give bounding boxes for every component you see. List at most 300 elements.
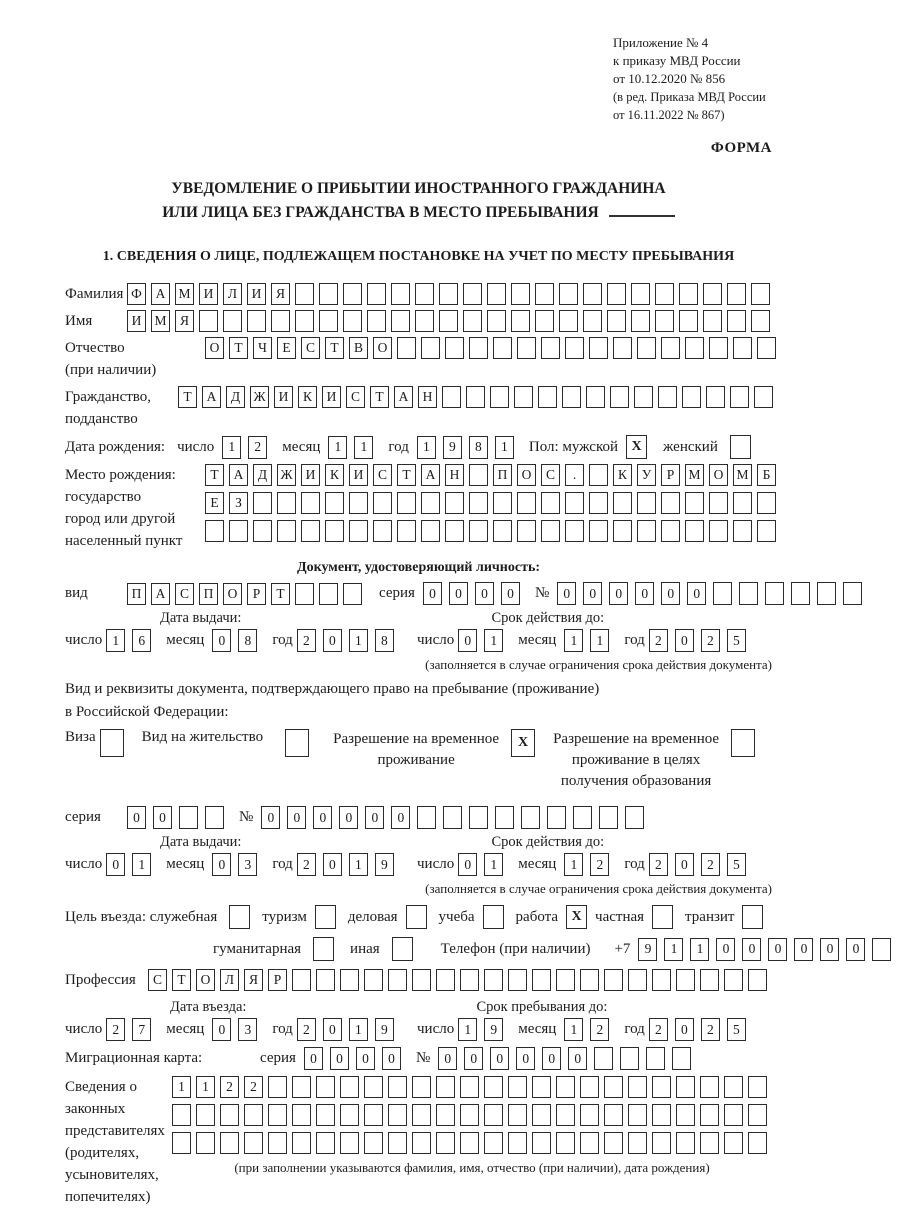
permit-number-cell[interactable] (469, 806, 488, 829)
migration-number-cell[interactable]: 0 (438, 1047, 457, 1070)
birthplace-cell[interactable] (301, 520, 320, 542)
surname-cell[interactable]: Ф (127, 283, 146, 305)
guardians-cell[interactable] (172, 1132, 191, 1154)
guardians-cell[interactable] (316, 1132, 335, 1154)
citizenship-cell[interactable]: Т (178, 386, 197, 408)
citizenship-cell[interactable] (610, 386, 629, 408)
birthplace-cell[interactable]: С (541, 464, 560, 486)
surname-cell[interactable] (751, 283, 770, 305)
birthplace-cell[interactable]: Т (205, 464, 224, 486)
guardians-cell[interactable] (340, 1076, 359, 1098)
firstname-cell[interactable] (703, 310, 722, 332)
permit-issue-day-cell[interactable]: 0 (106, 853, 125, 876)
citizenship-cell[interactable] (706, 386, 725, 408)
doc-number-cell[interactable] (713, 582, 732, 605)
permit-number-cell[interactable] (599, 806, 618, 829)
guardians-boxes-2[interactable] (172, 1104, 772, 1126)
guardians-cell[interactable] (724, 1132, 743, 1154)
birthplace-cell[interactable] (373, 520, 392, 542)
birthplace-cell[interactable] (637, 520, 656, 542)
profession-cell[interactable] (628, 969, 647, 991)
permit-valid-month-boxes[interactable] (564, 853, 616, 876)
citizenship-cell[interactable]: И (274, 386, 293, 408)
stay-year-cell[interactable]: 2 (649, 1018, 668, 1041)
birthplace-cell[interactable]: З (229, 492, 248, 514)
guardians-cell[interactable]: 1 (196, 1076, 215, 1098)
stay-year-boxes[interactable] (649, 1018, 753, 1041)
firstname-cell[interactable] (343, 310, 362, 332)
entry-year-cell[interactable]: 2 (297, 1018, 316, 1041)
guardians-cell[interactable] (724, 1076, 743, 1098)
birthplace-cell[interactable]: П (493, 464, 512, 486)
permit-series-cell[interactable] (205, 806, 224, 829)
birth-year-cell[interactable]: 1 (417, 436, 436, 459)
doc-type-cell[interactable]: О (223, 583, 242, 605)
phone-cell[interactable]: 9 (638, 938, 657, 961)
birthplace-cell[interactable] (421, 520, 440, 542)
entry-day-boxes[interactable] (106, 1018, 158, 1041)
firstname-cell[interactable] (415, 310, 434, 332)
firstname-cell[interactable] (583, 310, 602, 332)
birthplace-cell[interactable] (733, 492, 752, 514)
temp-residence-edu-checkbox[interactable] (731, 729, 755, 757)
patronymic-cell[interactable] (661, 337, 680, 359)
guardians-cell[interactable] (220, 1104, 239, 1126)
birthplace-cell[interactable] (397, 520, 416, 542)
guardians-cell[interactable]: 1 (172, 1076, 191, 1098)
patronymic-cell[interactable] (637, 337, 656, 359)
guardians-cell[interactable] (244, 1132, 263, 1154)
guardians-cell[interactable] (532, 1104, 551, 1126)
birthplace-cell[interactable] (373, 492, 392, 514)
birth-month-cell[interactable]: 1 (354, 436, 373, 459)
surname-cell[interactable] (727, 283, 746, 305)
surname-cell[interactable] (511, 283, 530, 305)
stay-year-cell[interactable]: 5 (727, 1018, 746, 1041)
surname-cell[interactable] (415, 283, 434, 305)
doc-type-cell[interactable] (343, 583, 362, 605)
guardians-cell[interactable] (724, 1104, 743, 1126)
birthplace-cell[interactable] (277, 520, 296, 542)
migration-series-cell[interactable]: 0 (304, 1047, 323, 1070)
purpose-tourism-checkbox[interactable] (315, 905, 336, 929)
citizenship-cell[interactable] (514, 386, 533, 408)
citizenship-cell[interactable] (538, 386, 557, 408)
permit-valid-year-cell[interactable]: 5 (727, 853, 746, 876)
migration-number-cell[interactable] (646, 1047, 665, 1070)
profession-cell[interactable] (340, 969, 359, 991)
birthplace-cell[interactable] (541, 492, 560, 514)
permit-series-boxes[interactable] (127, 806, 231, 829)
surname-cell[interactable] (679, 283, 698, 305)
guardians-cell[interactable]: 2 (220, 1076, 239, 1098)
patronymic-cell[interactable]: Т (325, 337, 344, 359)
guardians-cell[interactable] (412, 1104, 431, 1126)
guardians-cell[interactable] (676, 1104, 695, 1126)
birthplace-cell[interactable]: О (517, 464, 536, 486)
stay-year-cell[interactable]: 2 (701, 1018, 720, 1041)
patronymic-cell[interactable] (541, 337, 560, 359)
birthplace-cell[interactable]: А (229, 464, 248, 486)
doc-issue-year-cell[interactable]: 1 (349, 629, 368, 652)
patronymic-cell[interactable] (493, 337, 512, 359)
guardians-cell[interactable] (748, 1132, 767, 1154)
purpose-study-checkbox[interactable] (483, 905, 504, 929)
birthplace-cell[interactable] (349, 520, 368, 542)
citizenship-cell[interactable]: К (298, 386, 317, 408)
birthplace-cell[interactable]: К (325, 464, 344, 486)
doc-issue-month-cell[interactable]: 8 (238, 629, 257, 652)
migration-number-cell[interactable]: 0 (542, 1047, 561, 1070)
birth-day-cell[interactable]: 1 (222, 436, 241, 459)
doc-valid-year-cell[interactable]: 2 (701, 629, 720, 652)
phone-cell[interactable]: 0 (716, 938, 735, 961)
doc-type-cell[interactable] (319, 583, 338, 605)
doc-valid-month-boxes[interactable] (564, 629, 616, 652)
entry-year-cell[interactable]: 1 (349, 1018, 368, 1041)
firstname-cell[interactable] (439, 310, 458, 332)
entry-day-cell[interactable]: 7 (132, 1018, 151, 1041)
patronymic-cell[interactable]: О (373, 337, 392, 359)
permit-number-cell[interactable] (573, 806, 592, 829)
citizenship-boxes[interactable] (178, 386, 778, 408)
guardians-cell[interactable] (388, 1132, 407, 1154)
profession-cell[interactable]: С (148, 969, 167, 991)
surname-cell[interactable] (391, 283, 410, 305)
citizenship-cell[interactable]: А (202, 386, 221, 408)
guardians-cell[interactable] (364, 1132, 383, 1154)
surname-cell[interactable]: А (151, 283, 170, 305)
birthplace-cell[interactable] (301, 492, 320, 514)
firstname-cell[interactable]: М (151, 310, 170, 332)
doc-series-cell[interactable]: 0 (501, 582, 520, 605)
patronymic-cell[interactable] (469, 337, 488, 359)
birthplace-boxes-1[interactable] (205, 464, 781, 486)
permit-issue-year-cell[interactable]: 2 (297, 853, 316, 876)
permit-valid-year-cell[interactable]: 0 (675, 853, 694, 876)
citizenship-cell[interactable] (586, 386, 605, 408)
surname-cell[interactable] (463, 283, 482, 305)
guardians-cell[interactable] (580, 1104, 599, 1126)
guardians-cell[interactable] (244, 1104, 263, 1126)
birth-month-boxes[interactable] (328, 436, 380, 459)
entry-year-cell[interactable]: 9 (375, 1018, 394, 1041)
phone-cell[interactable]: 0 (820, 938, 839, 961)
doc-valid-day-cell[interactable]: 1 (484, 629, 503, 652)
birthplace-cell[interactable] (685, 520, 704, 542)
guardians-cell[interactable] (484, 1132, 503, 1154)
birthplace-boxes-3[interactable] (205, 520, 781, 542)
migration-number-cell[interactable] (672, 1047, 691, 1070)
patronymic-cell[interactable]: Е (277, 337, 296, 359)
doc-number-cell[interactable]: 0 (557, 582, 576, 605)
guardians-cell[interactable] (364, 1104, 383, 1126)
guardians-cell[interactable] (172, 1104, 191, 1126)
residence-permit-checkbox[interactable] (285, 729, 309, 757)
guardians-cell[interactable] (436, 1076, 455, 1098)
firstname-cell[interactable] (391, 310, 410, 332)
guardians-cell[interactable] (340, 1104, 359, 1126)
doc-type-cell[interactable]: Р (247, 583, 266, 605)
firstname-boxes[interactable] (127, 310, 775, 332)
surname-cell[interactable] (367, 283, 386, 305)
profession-cell[interactable] (532, 969, 551, 991)
permit-issue-day-boxes[interactable] (106, 853, 158, 876)
guardians-cell[interactable] (580, 1132, 599, 1154)
birthplace-cell[interactable] (733, 520, 752, 542)
doc-issue-year-cell[interactable]: 0 (323, 629, 342, 652)
patronymic-cell[interactable]: В (349, 337, 368, 359)
doc-number-cell[interactable]: 0 (661, 582, 680, 605)
guardians-cell[interactable] (508, 1132, 527, 1154)
guardians-cell[interactable] (532, 1132, 551, 1154)
sex-male-checkbox[interactable]: X (626, 435, 647, 459)
patronymic-cell[interactable] (517, 337, 536, 359)
migration-series-cell[interactable]: 0 (356, 1047, 375, 1070)
guardians-cell[interactable] (316, 1076, 335, 1098)
firstname-cell[interactable] (607, 310, 626, 332)
citizenship-cell[interactable]: И (322, 386, 341, 408)
surname-boxes[interactable] (127, 283, 775, 305)
migration-series-boxes[interactable] (304, 1047, 408, 1070)
permit-valid-day-cell[interactable]: 1 (484, 853, 503, 876)
profession-cell[interactable] (460, 969, 479, 991)
migration-number-boxes[interactable] (438, 1047, 698, 1070)
surname-cell[interactable] (487, 283, 506, 305)
birthplace-cell[interactable] (349, 492, 368, 514)
profession-cell[interactable] (508, 969, 527, 991)
guardians-cell[interactable] (508, 1104, 527, 1126)
guardians-cell[interactable] (316, 1104, 335, 1126)
doc-type-boxes[interactable] (127, 583, 367, 605)
entry-month-cell[interactable]: 0 (212, 1018, 231, 1041)
birthplace-cell[interactable]: . (565, 464, 584, 486)
surname-cell[interactable] (655, 283, 674, 305)
guardians-cell[interactable] (412, 1132, 431, 1154)
permit-number-cell[interactable]: 0 (365, 806, 384, 829)
guardians-cell[interactable]: 2 (244, 1076, 263, 1098)
guardians-cell[interactable] (460, 1132, 479, 1154)
phone-cell[interactable] (872, 938, 891, 961)
doc-issue-day-boxes[interactable] (106, 629, 158, 652)
birthplace-cell[interactable]: М (733, 464, 752, 486)
patronymic-cell[interactable] (733, 337, 752, 359)
guardians-cell[interactable] (436, 1104, 455, 1126)
birthplace-cell[interactable] (421, 492, 440, 514)
permit-valid-year-cell[interactable]: 2 (701, 853, 720, 876)
birthplace-cell[interactable]: И (301, 464, 320, 486)
surname-cell[interactable] (319, 283, 338, 305)
firstname-cell[interactable] (727, 310, 746, 332)
profession-cell[interactable] (316, 969, 335, 991)
doc-type-cell[interactable]: А (151, 583, 170, 605)
birthplace-cell[interactable] (205, 520, 224, 542)
birthplace-cell[interactable] (685, 492, 704, 514)
citizenship-cell[interactable] (490, 386, 509, 408)
guardians-cell[interactable] (388, 1076, 407, 1098)
birthplace-cell[interactable]: Н (445, 464, 464, 486)
surname-cell[interactable]: Я (271, 283, 290, 305)
surname-cell[interactable]: И (247, 283, 266, 305)
guardians-cell[interactable] (556, 1132, 575, 1154)
doc-number-cell[interactable] (765, 582, 784, 605)
birthplace-cell[interactable] (661, 520, 680, 542)
guardians-cell[interactable] (484, 1104, 503, 1126)
doc-number-cell[interactable] (739, 582, 758, 605)
firstname-cell[interactable] (511, 310, 530, 332)
stay-year-cell[interactable]: 0 (675, 1018, 694, 1041)
citizenship-cell[interactable]: Ж (250, 386, 269, 408)
migration-number-cell[interactable] (594, 1047, 613, 1070)
migration-number-cell[interactable]: 0 (464, 1047, 483, 1070)
birthplace-cell[interactable] (613, 520, 632, 542)
citizenship-cell[interactable] (442, 386, 461, 408)
birth-year-boxes[interactable] (417, 436, 521, 459)
permit-issue-year-boxes[interactable] (297, 853, 401, 876)
permit-valid-year-boxes[interactable] (649, 853, 753, 876)
guardians-cell[interactable] (508, 1076, 527, 1098)
guardians-cell[interactable] (580, 1076, 599, 1098)
firstname-cell[interactable] (223, 310, 242, 332)
guardians-cell[interactable] (460, 1104, 479, 1126)
birthplace-cell[interactable]: Ж (277, 464, 296, 486)
phone-cell[interactable]: 0 (846, 938, 865, 961)
birthplace-cell[interactable]: Р (661, 464, 680, 486)
profession-cell[interactable] (436, 969, 455, 991)
birthplace-cell[interactable] (517, 520, 536, 542)
citizenship-cell[interactable] (730, 386, 749, 408)
doc-valid-month-cell[interactable]: 1 (564, 629, 583, 652)
birthplace-cell[interactable] (757, 492, 776, 514)
birth-year-cell[interactable]: 1 (495, 436, 514, 459)
birth-month-cell[interactable]: 1 (328, 436, 347, 459)
phone-cell[interactable]: 0 (794, 938, 813, 961)
birthplace-cell[interactable]: Б (757, 464, 776, 486)
permit-valid-month-cell[interactable]: 1 (564, 853, 583, 876)
profession-cell[interactable]: О (196, 969, 215, 991)
stay-day-boxes[interactable] (458, 1018, 510, 1041)
firstname-cell[interactable] (559, 310, 578, 332)
guardians-cell[interactable] (628, 1076, 647, 1098)
birthplace-cell[interactable] (397, 492, 416, 514)
citizenship-cell[interactable] (466, 386, 485, 408)
patronymic-cell[interactable]: О (205, 337, 224, 359)
birthplace-cell[interactable] (493, 520, 512, 542)
guardians-cell[interactable] (676, 1076, 695, 1098)
doc-number-cell[interactable] (843, 582, 862, 605)
guardians-cell[interactable] (268, 1104, 287, 1126)
birthplace-cell[interactable]: Т (397, 464, 416, 486)
profession-cell[interactable] (412, 969, 431, 991)
patronymic-cell[interactable] (613, 337, 632, 359)
doc-number-boxes[interactable] (557, 582, 869, 605)
permit-issue-day-cell[interactable]: 1 (132, 853, 151, 876)
permit-issue-month-cell[interactable]: 3 (238, 853, 257, 876)
patronymic-cell[interactable] (685, 337, 704, 359)
permit-number-cell[interactable]: 0 (261, 806, 280, 829)
citizenship-cell[interactable]: Д (226, 386, 245, 408)
citizenship-cell[interactable] (562, 386, 581, 408)
permit-series-cell[interactable]: 0 (153, 806, 172, 829)
surname-cell[interactable] (535, 283, 554, 305)
birthplace-cell[interactable] (613, 492, 632, 514)
migration-number-cell[interactable]: 0 (516, 1047, 535, 1070)
doc-series-cell[interactable]: 0 (449, 582, 468, 605)
patronymic-cell[interactable]: Ч (253, 337, 272, 359)
surname-cell[interactable] (343, 283, 362, 305)
profession-cell[interactable] (604, 969, 623, 991)
purpose-work-checkbox[interactable]: X (566, 905, 587, 929)
birthplace-cell[interactable]: И (349, 464, 368, 486)
birthplace-cell[interactable] (709, 520, 728, 542)
visa-checkbox[interactable] (100, 729, 124, 757)
permit-valid-day-boxes[interactable] (458, 853, 510, 876)
permit-number-cell[interactable]: 0 (287, 806, 306, 829)
permit-number-cell[interactable] (547, 806, 566, 829)
guardians-cell[interactable] (700, 1076, 719, 1098)
guardians-boxes-3[interactable] (172, 1132, 772, 1154)
doc-series-cell[interactable]: 0 (423, 582, 442, 605)
surname-cell[interactable] (703, 283, 722, 305)
guardians-cell[interactable] (628, 1132, 647, 1154)
phone-cell[interactable]: 1 (690, 938, 709, 961)
guardians-cell[interactable] (340, 1132, 359, 1154)
citizenship-cell[interactable] (658, 386, 677, 408)
birthplace-cell[interactable] (253, 492, 272, 514)
birthplace-cell[interactable] (589, 492, 608, 514)
patronymic-cell[interactable] (421, 337, 440, 359)
doc-issue-month-boxes[interactable] (212, 629, 264, 652)
surname-cell[interactable]: Л (223, 283, 242, 305)
purpose-humanitarian-checkbox[interactable] (313, 937, 334, 961)
firstname-cell[interactable] (271, 310, 290, 332)
permit-number-cell[interactable] (443, 806, 462, 829)
guardians-cell[interactable] (196, 1104, 215, 1126)
permit-number-cell[interactable] (417, 806, 436, 829)
guardians-cell[interactable] (700, 1132, 719, 1154)
doc-issue-day-cell[interactable]: 1 (106, 629, 125, 652)
doc-number-cell[interactable]: 0 (609, 582, 628, 605)
birthplace-cell[interactable]: О (709, 464, 728, 486)
permit-valid-month-cell[interactable]: 2 (590, 853, 609, 876)
patronymic-cell[interactable] (445, 337, 464, 359)
guardians-cell[interactable] (676, 1132, 695, 1154)
purpose-official-checkbox[interactable] (229, 905, 250, 929)
firstname-cell[interactable] (367, 310, 386, 332)
guardians-cell[interactable] (748, 1076, 767, 1098)
phone-cell[interactable]: 0 (768, 938, 787, 961)
doc-type-cell[interactable]: П (127, 583, 146, 605)
doc-type-cell[interactable] (295, 583, 314, 605)
doc-valid-day-cell[interactable]: 0 (458, 629, 477, 652)
sex-female-checkbox[interactable] (730, 435, 751, 459)
firstname-cell[interactable] (487, 310, 506, 332)
guardians-cell[interactable] (628, 1104, 647, 1126)
doc-number-cell[interactable] (791, 582, 810, 605)
profession-cell[interactable] (364, 969, 383, 991)
permit-valid-year-cell[interactable]: 2 (649, 853, 668, 876)
profession-cell[interactable]: Л (220, 969, 239, 991)
purpose-other-checkbox[interactable] (392, 937, 413, 961)
permit-issue-month-boxes[interactable] (212, 853, 264, 876)
birthplace-cell[interactable] (541, 520, 560, 542)
surname-cell[interactable] (439, 283, 458, 305)
birthplace-cell[interactable] (229, 520, 248, 542)
profession-cell[interactable] (556, 969, 575, 991)
permit-issue-year-cell[interactable]: 1 (349, 853, 368, 876)
birthplace-cell[interactable]: М (685, 464, 704, 486)
guardians-cell[interactable] (388, 1104, 407, 1126)
